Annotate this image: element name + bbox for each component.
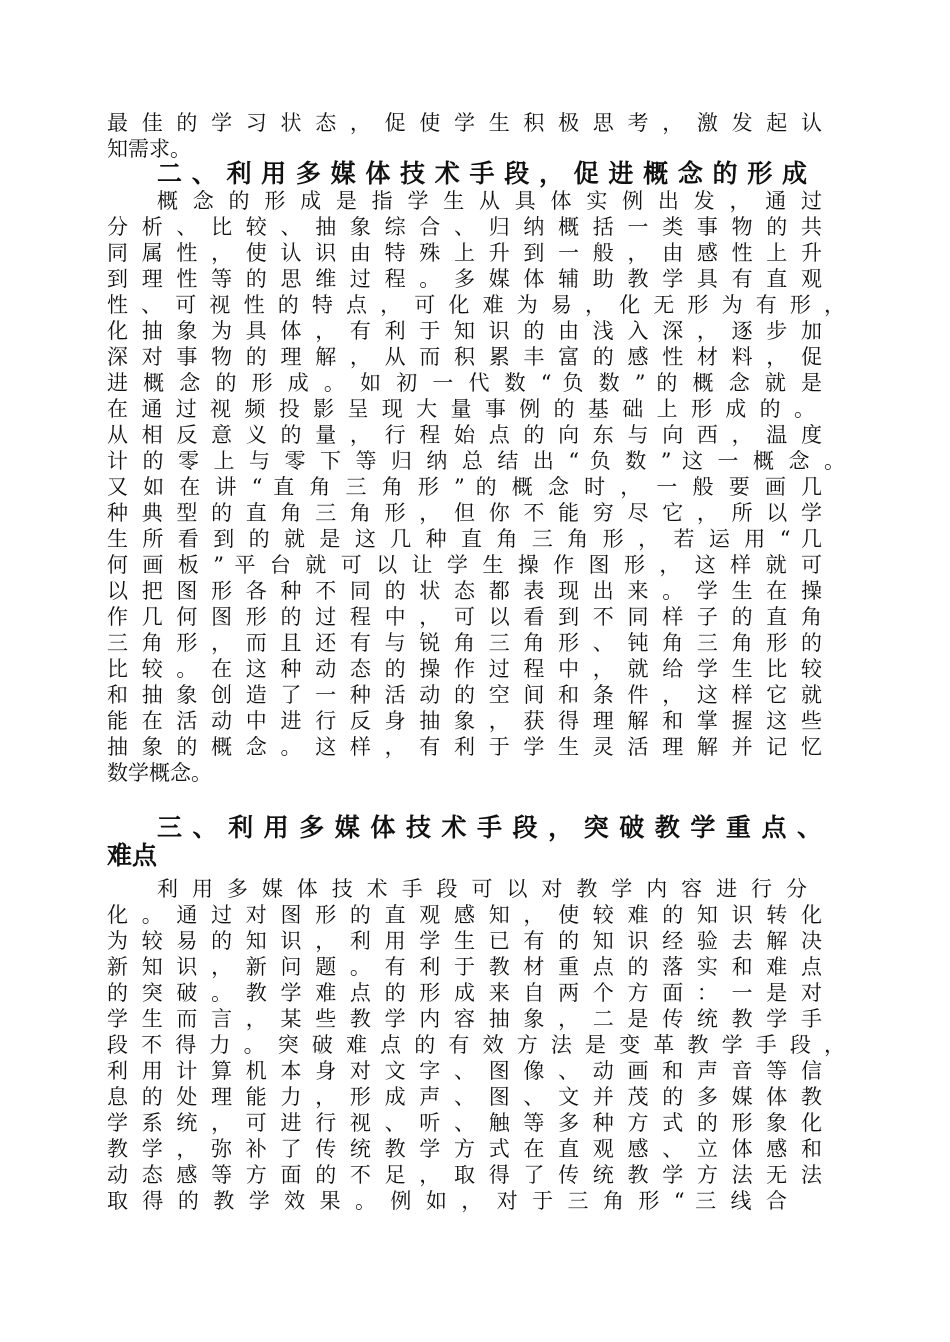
text-line: 段 不 得 力 。 突 破 难 点 的 有 效 方 法 是 变 革 教 学 手 段 ， xyxy=(107,1033,845,1057)
text-line: 知需求。 xyxy=(107,137,191,161)
text-line: 教 学 ， 弥 补 了 传 统 教 学 方 式 在 直 观 感 、 立 体 感 和 xyxy=(107,1137,822,1161)
text-line: 又 如 在 讲 “ 直 角 三 角 形 ” 的 概 念 时 ， 一 般 要 画 几 xyxy=(107,475,822,499)
text-line: 从 相 反 意 义 的 量 ， 行 程 始 点 的 向 东 与 向 西 ， 温 度 xyxy=(107,423,822,447)
text-line: 性 、 可 视 性 的 特 点 ， 可 化 难 为 易 ， 化 无 形 为 有 形 ， xyxy=(107,293,845,317)
text-line: 种 典 型 的 直 角 三 角 形 ， 但 你 不 能 穷 尽 它 ， 所 以 学 xyxy=(107,501,822,525)
text-line: 数学概念。 xyxy=(107,761,212,785)
text-line: 作 几 何 图 形 的 过 程 中 ， 可 以 看 到 不 同 样 子 的 直 角 xyxy=(107,605,822,629)
text-line: 学 生 而 言 ， 某 些 教 学 内 容 抽 象 ， 二 是 传 统 教 学 手 xyxy=(107,1007,822,1031)
text-line: 以 把 图 形 各 种 不 同 的 状 态 都 表 现 出 来 。 学 生 在 操 xyxy=(107,579,822,603)
text-line: 利 用 多 媒 体 技 术 手 段 可 以 对 教 学 内 容 进 行 分 xyxy=(157,877,807,901)
text-line: 比 较 。 在 这 种 动 态 的 操 作 过 程 中 ， 就 给 学 生 比 较 xyxy=(107,657,822,681)
section-heading-3-cont: 难点 xyxy=(107,841,158,870)
text-line: 到 理 性 等 的 思 维 过 程 。 多 媒 体 辅 助 教 学 具 有 直 观 xyxy=(107,267,822,291)
text-line: 计 的 零 上 与 零 下 等 归 纳 总 结 出 “ 负 数 ” 这 一 概 念 。 xyxy=(107,449,845,473)
text-line: 最 佳 的 学 习 状 态 ， 促 使 学 生 积 极 思 考 ， 激 发 起 认 xyxy=(107,111,822,135)
text-line: 何 画 板 ” 平 台 就 可 以 让 学 生 操 作 图 形 ， 这 样 就 可 xyxy=(107,553,822,577)
text-line: 分 析 、 比 较 、 抽 象 综 合 、 归 纳 概 括 一 类 事 物 的 共 xyxy=(107,215,822,239)
text-line: 同 属 性 ， 使 认 识 由 特 殊 上 升 到 一 般 ， 由 感 性 上 升 xyxy=(107,241,822,265)
text-line: 深 对 事 物 的 理 解 ， 从 而 积 累 丰 富 的 感 性 材 料 ， 促 xyxy=(107,345,822,369)
text-line: 抽 象 的 概 念 。 这 样 ， 有 利 于 学 生 灵 活 理 解 并 记 忆 xyxy=(107,735,822,759)
text-line: 化 。 通 过 对 图 形 的 直 观 感 知 ， 使 较 难 的 知 识 转 化 xyxy=(107,903,822,927)
text-line: 在 通 过 视 频 投 影 呈 现 大 量 事 例 的 基 础 上 形 成 的 。 xyxy=(107,397,815,421)
text-line: 息 的 处 理 能 力 ， 形 成 声 、 图 、 文 并 茂 的 多 媒 体 教 xyxy=(107,1085,822,1109)
text-line: 生 所 看 到 的 就 是 这 几 种 直 角 三 角 形 ， 若 运 用 “ 几 xyxy=(107,527,822,551)
text-line: 能 在 活 动 中 进 行 反 身 抽 象 ， 获 得 理 解 和 掌 握 这 些 xyxy=(107,709,822,733)
text-line: 的 突 破 。 教 学 难 点 的 形 成 来 自 两 个 方 面 ： 一 是 对 xyxy=(107,981,822,1005)
text-line: 新 知 识 ， 新 问 题 。 有 利 于 教 材 重 点 的 落 实 和 难 点 xyxy=(107,955,822,979)
text-line: 进 概 念 的 形 成 。 如 初 一 代 数 “ 负 数 ” 的 概 念 就 是 xyxy=(107,371,822,395)
text-line: 动 态 感 等 方 面 的 不 足 ， 取 得 了 传 统 教 学 方 法 无 法 xyxy=(107,1163,822,1187)
text-line: 取 得 的 教 学 效 果 。 例 如 ， 对 于 三 角 形 “ 三 线 合 xyxy=(107,1189,787,1213)
text-line: 和 抽 象 创 造 了 一 种 活 动 的 空 间 和 条 件 ， 这 样 它 就 xyxy=(107,683,822,707)
text-line: 为 较 易 的 知 识 ， 利 用 学 生 已 有 的 知 识 经 验 去 解 决 xyxy=(107,929,822,953)
text-line: 学 系 统 ， 可 进 行 视 、 听 、 触 等 多 种 方 式 的 形 象 化 xyxy=(107,1111,822,1135)
text-line: 三 角 形 ， 而 且 还 有 与 锐 角 三 角 形 、 钝 角 三 角 形 的 xyxy=(107,631,822,655)
text-line: 化 抽 象 为 具 体 ， 有 利 于 知 识 的 由 浅 入 深 ， 逐 步 加 xyxy=(107,319,822,343)
text-line: 概 念 的 形 成 是 指 学 生 从 具 体 实 例 出 发 ， 通 过 xyxy=(157,189,822,213)
section-heading-3: 三 、 利 用 多 媒 体 技 术 手 段 ， 突 破 教 学 重 点 、 xyxy=(157,813,822,842)
text-line: 利 用 计 算 机 本 身 对 文 字 、 图 像 、 动 画 和 声 音 等 信 xyxy=(107,1059,822,1083)
section-heading-2: 二 、 利 用 多 媒 体 技 术 手 段 ， 促 进 概 念 的 形 成 xyxy=(157,159,807,188)
